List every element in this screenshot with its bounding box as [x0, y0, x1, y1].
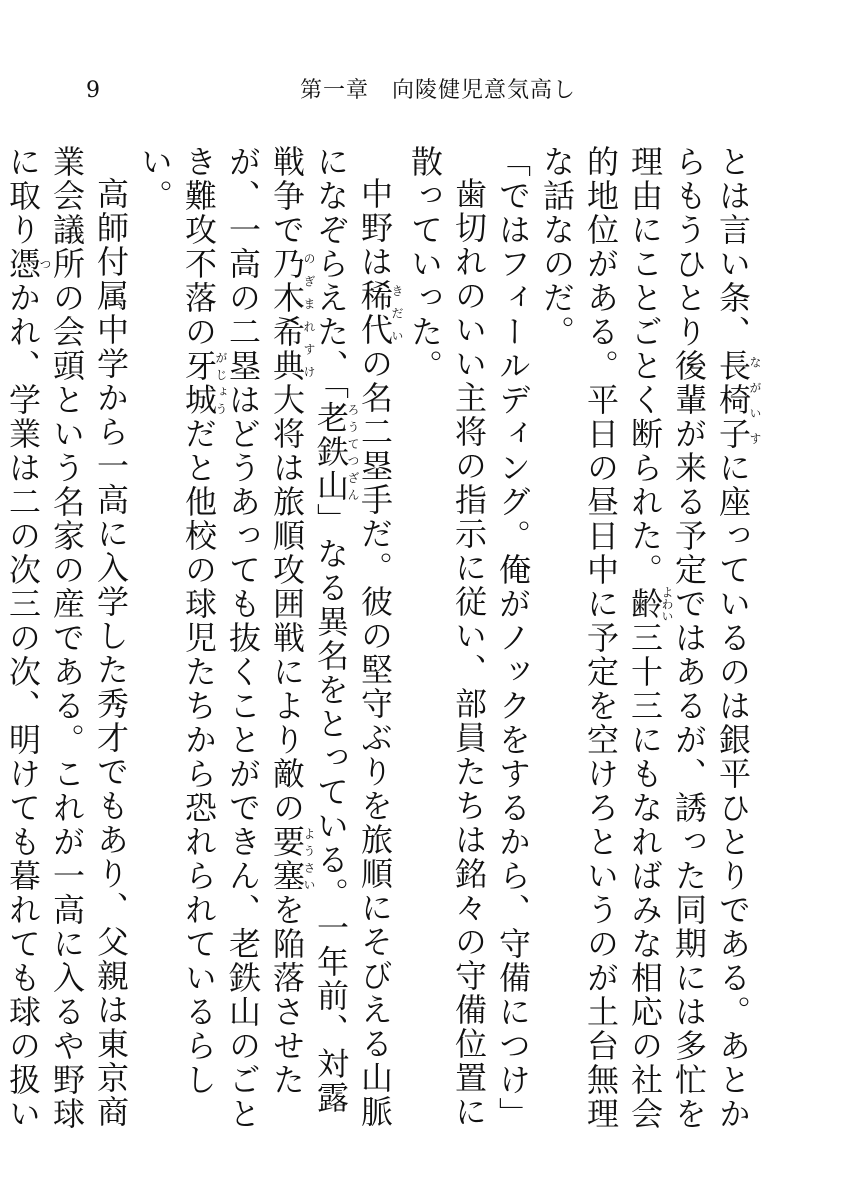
ruby-reading: ながいす [748, 349, 762, 451]
ruby-annotation [268, 247, 316, 383]
ruby-annotation [356, 279, 404, 347]
paragraph [403, 145, 491, 1135]
ruby-base: 長椅子 [714, 349, 752, 451]
text-run: とは言い条、 [714, 145, 752, 349]
ruby-reading: のぎまれすけ [302, 247, 316, 383]
ruby-base: 憑 [4, 247, 42, 281]
text-run: を陥落させたが、一高の二塁はどうあっても抜くことができん、老鉄山のごとき難攻不落の [180, 145, 306, 1131]
ruby-base: 乃木希典 [268, 247, 306, 383]
ruby-reading: よわい [660, 586, 674, 622]
ruby-base: 老鉄山 [312, 401, 350, 503]
paragraph [0, 145, 133, 1135]
ruby-reading: がじょう [214, 349, 228, 417]
ruby-annotation [268, 825, 316, 893]
ruby-base: 稀代 [356, 279, 394, 347]
ruby-reading: ようさい [302, 825, 316, 893]
text-run: 歯切れのいい主将の指示に従い、部員たちは銘々の守備位置に散っていった。 [406, 145, 488, 1129]
text-run: 三十三にもなればみな相応の社会的地位がある。平日の昼日中に予定を空けろというのが土台無理な話なのだ。 [538, 145, 664, 1131]
text-run: 高師付属中学から一高に入学した秀才でもあり、父親は東京商業会議所の会頭という名家の産である。これが一高に入るや野球に取り [4, 145, 130, 1131]
text-run: だと他校の球児たちから恐れられているらしい。 [136, 145, 218, 1097]
ruby-annotation [312, 401, 360, 503]
ruby-annotation [714, 349, 762, 451]
text-run: の名二塁手だ。彼の堅守ぶりを旅順にそびえる山脈になぞらえた、「 [312, 145, 394, 1129]
ruby-reading: ろうてつざん [346, 401, 360, 503]
ruby-reading: つ [38, 247, 52, 281]
ruby-base: 齢 [626, 586, 664, 622]
text-run: 」なる異名をとっている。一年前、対露戦争で [268, 145, 350, 1115]
running-header: 第一章 向陵健児意気高し [300, 78, 577, 103]
ruby-base: 牙城 [180, 349, 218, 417]
ruby-reading: きだい [390, 279, 404, 347]
ruby-annotation [626, 586, 674, 622]
paragraph [133, 145, 403, 1135]
text-run: かれ、学業は二の次三の次、明けても暮れても球の扱い [4, 281, 42, 1131]
ruby-base: 要塞 [268, 825, 306, 893]
text-run: に座っているのは銀平ひとりである。あとからもうひとり後輩が来る予定ではあるが、誘った同期には多忙を理由にことごとく断られた。 [626, 145, 752, 1131]
ruby-annotation [180, 349, 228, 417]
paragraph [535, 145, 761, 1135]
ruby-annotation [4, 247, 52, 281]
text-run: 中野は [356, 177, 394, 279]
body-text [4, 145, 762, 1135]
paragraph [491, 145, 535, 1135]
text-run: 「ではフィールディング。俺がノックをするから、守備につけ」 [494, 145, 532, 1131]
page-number: 9 [86, 78, 100, 103]
text-run: 大将は旅順攻囲戦により敵の [268, 383, 306, 825]
